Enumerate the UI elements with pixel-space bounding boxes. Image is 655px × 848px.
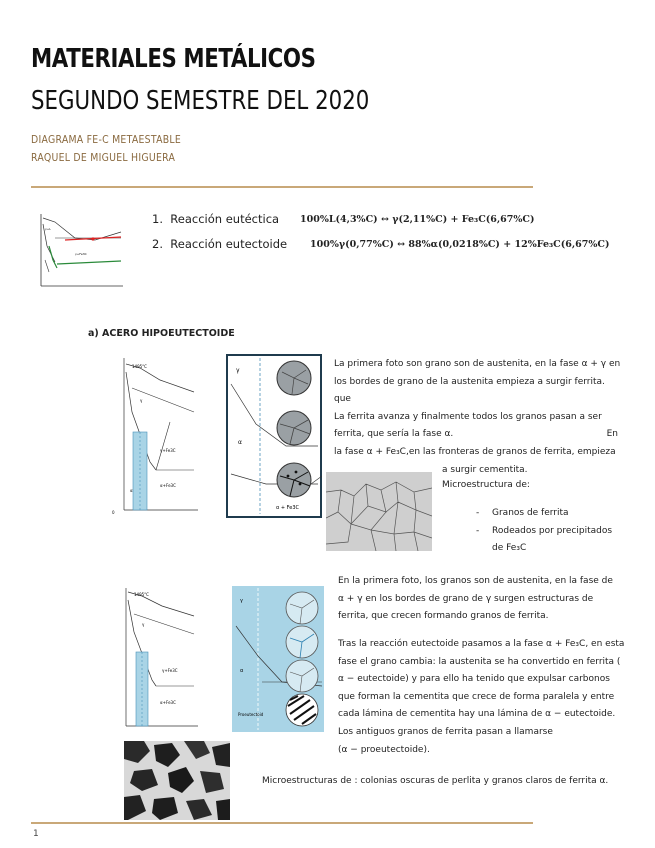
para-line: Los antiguos granos de ferrita pasan a llamarse bbox=[338, 726, 553, 737]
grain-evolution-figure-2 bbox=[232, 586, 324, 732]
svg-text:α + Fe3C: α + Fe3C bbox=[276, 505, 300, 511]
paragraph-hypoeutectoid-3 bbox=[338, 636, 630, 759]
para-line: la fase α + Fe₃C,en las fronteras de granos de ferrita, empieza bbox=[334, 446, 616, 457]
svg-text:γ: γ bbox=[140, 398, 143, 403]
grain-circle-austenite bbox=[286, 592, 318, 624]
footer-divider bbox=[31, 822, 533, 824]
reaction-number: 2. bbox=[152, 237, 163, 251]
svg-text:γ+L: γ+L bbox=[45, 227, 51, 231]
para-line: ferrita, que crecen formando granos de ferrita. bbox=[338, 611, 549, 622]
page-number: 1 bbox=[33, 829, 39, 839]
svg-text:γ+Fe3C: γ+Fe3C bbox=[160, 448, 176, 453]
list-item: de Fe₃C bbox=[492, 543, 527, 554]
svg-text:α: α bbox=[240, 668, 244, 674]
paragraph-hypoeutectoid-2 bbox=[338, 573, 628, 626]
svg-text:γ: γ bbox=[236, 367, 240, 374]
micrograph-caption: Microestructuras de : colonias oscuras de perlita y granos claros de ferrita α. bbox=[262, 776, 609, 786]
reaction-1-equation: 100%L(4,3%C) ↔ γ(2,11%C) + Fe₃C(6,67%C) bbox=[300, 214, 535, 225]
svg-text:Proeutectoid: Proeutectoid bbox=[238, 712, 264, 717]
para-line: La ferrita avanza y finalmente todos los granos pasan a ser bbox=[334, 411, 602, 422]
microstructure-list bbox=[476, 505, 612, 558]
para-line-en: En bbox=[606, 429, 618, 440]
svg-text:α: α bbox=[130, 488, 133, 493]
svg-text:0: 0 bbox=[112, 510, 115, 515]
para-line: que forman la cementita que crece de forma paralela y entre bbox=[338, 691, 615, 702]
svg-text:α+Fe3C: α+Fe3C bbox=[160, 700, 176, 705]
para-line: Tras la reacción eutectoide pasamos a la fase α + Fe₃C, en esta bbox=[338, 639, 625, 649]
grain-circle-ferrite-forming bbox=[286, 626, 318, 658]
svg-text:α: α bbox=[238, 439, 242, 446]
svg-text:γ: γ bbox=[142, 622, 145, 627]
svg-text:γ+Fe3C: γ+Fe3C bbox=[162, 668, 178, 673]
microstructure-title: Microestructura de: bbox=[442, 480, 530, 490]
subtitle-author: RAQUEL DE MIGUEL HIGUERA bbox=[31, 151, 176, 164]
phase-diagram-figure-1 bbox=[110, 352, 200, 517]
reaction-number: 1. bbox=[152, 212, 163, 226]
para-line: ferrita, que sería la fase α. bbox=[334, 429, 454, 440]
reaction-1 bbox=[152, 212, 279, 226]
title-line-1: MATERIALES METÁLICOS bbox=[31, 44, 316, 74]
svg-text:1495°C: 1495°C bbox=[132, 364, 147, 369]
header-divider bbox=[31, 186, 533, 188]
list-item: - Granos de ferrita bbox=[476, 508, 569, 518]
para-line: α + γ en los bordes de grano de γ surgen estructuras de bbox=[338, 593, 594, 604]
grain-circle-austenite bbox=[277, 361, 311, 395]
grain-circle-lamellar bbox=[286, 694, 318, 726]
subtitle-diagram: DIAGRAMA FE-C METAESTABLE bbox=[31, 133, 182, 146]
micrograph-pearlite-ferrite bbox=[124, 741, 230, 820]
para-line: cada lámina de cementita hay una lámina de α − eutectoide. bbox=[338, 709, 616, 720]
fe-c-diagram-thumbnail bbox=[35, 210, 125, 290]
svg-text:1495°C: 1495°C bbox=[134, 592, 149, 597]
reaction-2-equation: 100%γ(0,77%C) ↔ 88%α(0,0218%C) + 12%Fe₃C(6,67%C) bbox=[310, 239, 610, 250]
reaction-2 bbox=[152, 237, 287, 251]
grain-circle-ferrite-forming bbox=[277, 411, 311, 445]
paragraph-hypoeutectoid-1 bbox=[334, 356, 624, 479]
section-heading: a) ACERO HIPOEUTECTOIDE bbox=[88, 328, 235, 339]
para-line: a surgir cementita. bbox=[442, 464, 528, 475]
para-line: La primera foto son grano son de austenita, en la fase α + γ en bbox=[334, 359, 621, 369]
title-line-2: SEGUNDO SEMESTRE DEL 2020 bbox=[31, 86, 370, 116]
para-line: fase el grano cambia: la austenita se ha convertido en ferrita ( bbox=[338, 656, 621, 667]
para-line: los bordes de grano de la austenita empieza a surgir ferrita. que bbox=[334, 376, 605, 405]
phase-diagram-figure-2 bbox=[112, 582, 200, 732]
grain-evolution-figure-1 bbox=[226, 354, 322, 518]
svg-text:α+Fe3C: α+Fe3C bbox=[160, 483, 176, 488]
reaction-name: Reacción eutéctica bbox=[170, 212, 280, 226]
svg-text:γ+Fe3C: γ+Fe3C bbox=[75, 252, 87, 256]
para-line: (α − proeutectoide). bbox=[338, 744, 430, 755]
svg-text:γ: γ bbox=[240, 598, 243, 604]
para-line: En la primera foto, los granos son de austenita, en la fase de bbox=[338, 576, 613, 586]
grain-circle-cementite bbox=[277, 463, 311, 497]
grain-circle-pearlite bbox=[286, 660, 318, 692]
reaction-name: Reacción eutectoide bbox=[170, 237, 288, 251]
para-line: α − eutectoide) y para ello ha tenido que expulsar carbonos bbox=[338, 674, 610, 685]
list-item: - Rodeados por precipitados bbox=[476, 525, 613, 536]
micrograph-ferrite-grains bbox=[326, 472, 432, 551]
